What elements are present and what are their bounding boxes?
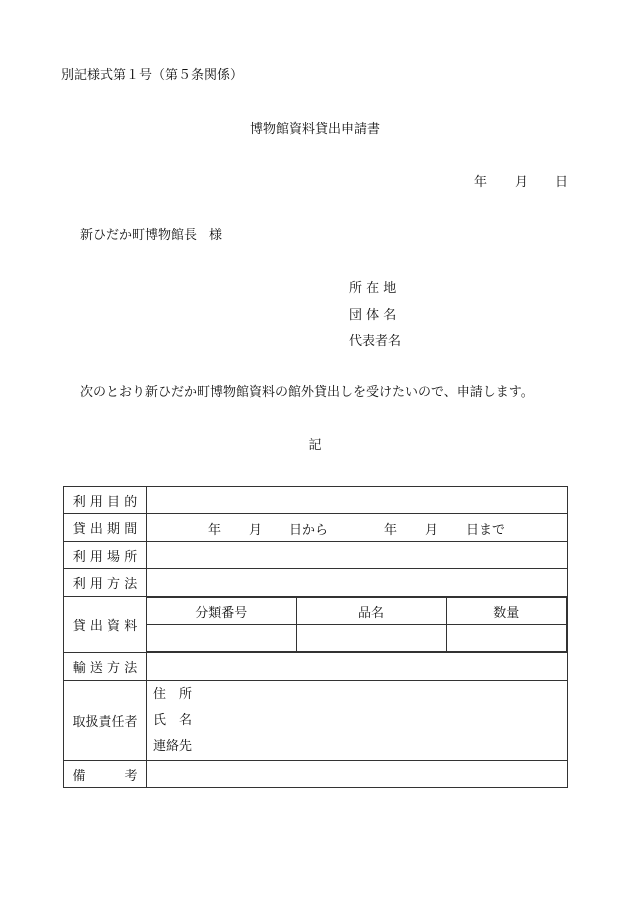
addressee-name: 新ひだか町博物館長	[80, 228, 198, 243]
transport-field[interactable]	[147, 653, 568, 681]
purpose-field[interactable]	[147, 487, 568, 514]
date-month: 月	[515, 175, 529, 190]
method-label: 利 用 方 法	[64, 569, 147, 597]
column-quantity: 数量	[446, 598, 567, 625]
document-title: 博物館資料貸出申請書	[249, 122, 380, 137]
transport-label: 輸 送 方 法	[64, 653, 147, 681]
item-name-field[interactable]	[296, 625, 446, 652]
ki-heading: 記	[308, 438, 322, 453]
representative-label: 代表者名	[349, 334, 402, 349]
period-to-day: 日まで	[466, 523, 506, 538]
quantity-field[interactable]	[446, 625, 567, 652]
period-field[interactable]	[147, 514, 568, 542]
address-label: 所 在 地	[349, 281, 397, 296]
method-field[interactable]	[147, 569, 568, 597]
organization-label: 団 体 名	[349, 308, 397, 323]
materials-field	[147, 597, 568, 653]
handler-label: 取扱責任者	[64, 681, 147, 761]
date-day: 日	[555, 175, 569, 190]
handler-name-label: 氏 名	[153, 712, 193, 728]
handler-contact-label: 連絡先	[153, 738, 193, 754]
period-label: 貸 出 期 間	[64, 514, 147, 542]
form-number: 別記様式第１号（第５条関係）	[61, 68, 244, 83]
application-details-table	[63, 486, 568, 788]
handler-address-label: 住 所	[153, 686, 193, 702]
column-classification-number: 分類番号	[147, 598, 296, 625]
place-field[interactable]	[147, 542, 568, 569]
period-to-month: 月	[425, 523, 439, 538]
period-to-year: 年	[384, 523, 398, 538]
period-from-month: 月	[249, 523, 263, 538]
materials-subtable	[147, 597, 567, 652]
handler-field[interactable]	[147, 681, 568, 761]
period-from-year: 年	[208, 523, 222, 538]
materials-label: 貸 出 資 料	[64, 597, 147, 653]
period-from-day: 日から	[289, 523, 329, 538]
column-item-name: 品名	[296, 598, 446, 625]
addressee-honorific: 様	[209, 228, 223, 243]
classification-number-field[interactable]	[147, 625, 296, 652]
addressee	[80, 228, 222, 244]
place-label: 利 用 場 所	[64, 542, 147, 569]
remarks-field[interactable]	[147, 761, 568, 788]
purpose-label: 利 用 目 的	[64, 487, 147, 514]
remarks-label: 備 考	[64, 761, 147, 788]
date-year: 年	[474, 175, 488, 190]
application-statement: 次のとおり新ひだか町博物館資料の館外貸出しを受けたいので、申請します。	[80, 385, 534, 400]
